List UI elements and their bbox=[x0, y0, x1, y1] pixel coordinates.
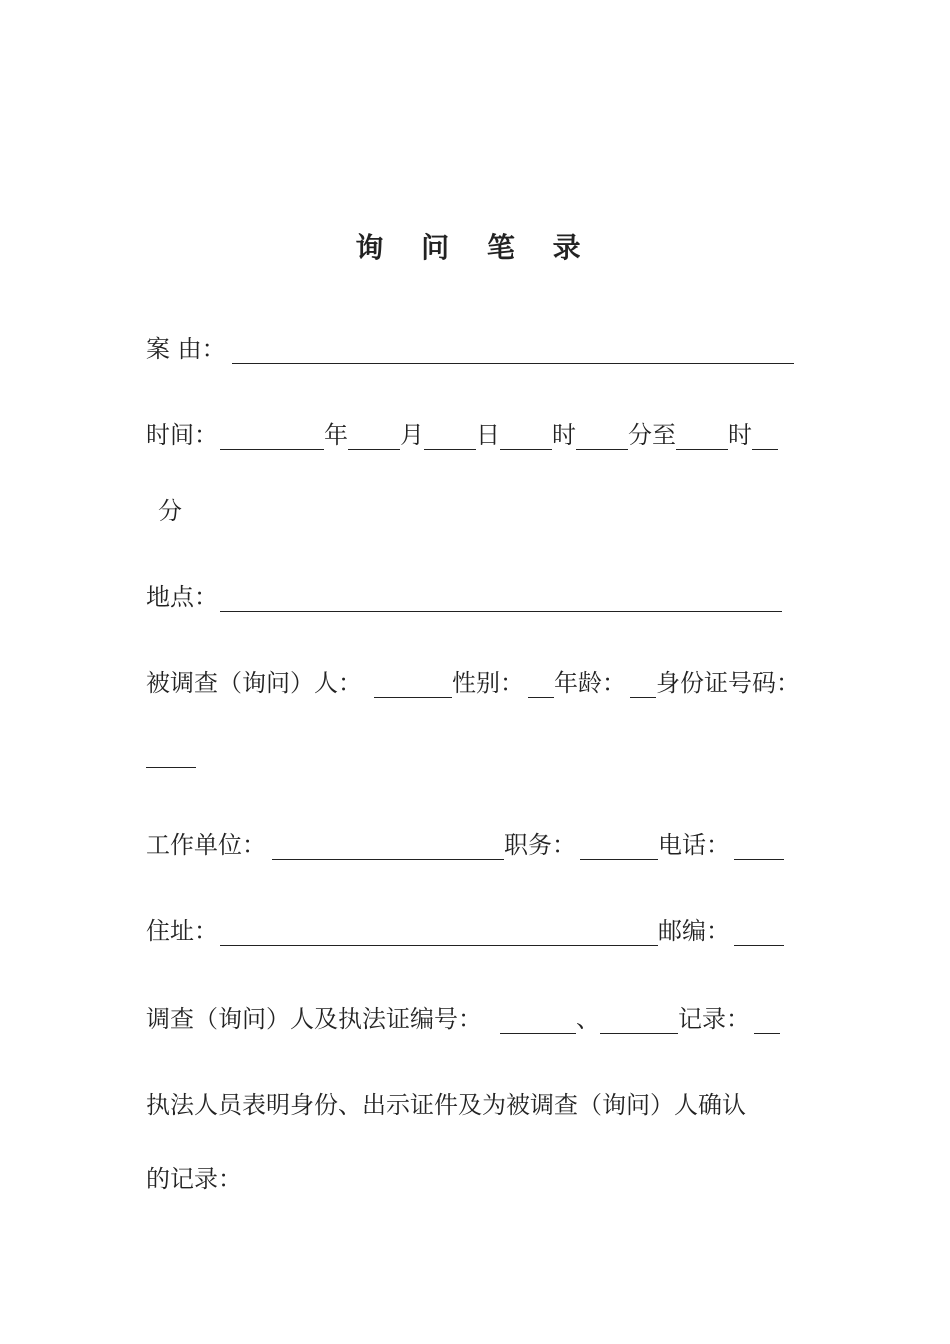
address-label: 住址： bbox=[146, 917, 218, 945]
address-postcode-label: 邮编： bbox=[658, 917, 730, 945]
case-blank[interactable] bbox=[232, 362, 794, 364]
time-minute2-blank[interactable] bbox=[752, 448, 778, 450]
work-position-blank[interactable] bbox=[580, 858, 658, 860]
place-label: 地点： bbox=[146, 583, 218, 611]
time-hour-label: 时 bbox=[552, 421, 576, 449]
investigator-blank-1[interactable] bbox=[500, 1032, 576, 1034]
investigator-row bbox=[146, 1002, 780, 1036]
work-phone-label: 电话： bbox=[658, 831, 730, 859]
person-name-blank[interactable] bbox=[374, 696, 452, 698]
person-id-blank[interactable] bbox=[146, 766, 196, 768]
address-blank[interactable] bbox=[220, 944, 658, 946]
work-phone-blank[interactable] bbox=[734, 858, 784, 860]
address-postcode-blank[interactable] bbox=[734, 944, 784, 946]
person-age-blank[interactable] bbox=[630, 696, 656, 698]
investigator-label: 调查（询问）人及执法证编号： bbox=[146, 1005, 482, 1033]
time-month-label: 月 bbox=[400, 421, 424, 449]
investigator-record-label: 记录： bbox=[678, 1005, 750, 1033]
time-hour2-blank[interactable] bbox=[676, 448, 728, 450]
time-hour2-label: 时 bbox=[728, 421, 752, 449]
work-position-label: 职务： bbox=[504, 831, 576, 859]
statement-text-2: 的记录： bbox=[146, 1165, 242, 1193]
time-label: 时间： bbox=[146, 421, 218, 449]
time-year-label: 年 bbox=[324, 421, 348, 449]
statement-line-2 bbox=[146, 1162, 242, 1196]
work-row bbox=[146, 828, 784, 862]
time-minute-label: 分 bbox=[158, 497, 182, 525]
person-gender-label: 性别： bbox=[452, 669, 524, 697]
time-minute-to-label: 分至 bbox=[628, 421, 676, 449]
person-row-continued bbox=[146, 736, 196, 770]
time-row-continued bbox=[158, 494, 182, 528]
investigator-record-blank[interactable] bbox=[754, 1032, 780, 1034]
person-id-label: 身份证号码： bbox=[656, 669, 800, 697]
time-row bbox=[146, 418, 778, 452]
statement-line-1 bbox=[146, 1088, 746, 1122]
time-hour-blank[interactable] bbox=[500, 448, 552, 450]
case-row bbox=[146, 332, 794, 366]
statement-text-1: 执法人员表明身份、出示证件及为被调查（询问）人确认 bbox=[146, 1091, 746, 1119]
case-label: 案 由： bbox=[146, 335, 226, 363]
work-unit-blank[interactable] bbox=[272, 858, 504, 860]
time-day-blank[interactable] bbox=[424, 448, 476, 450]
address-row bbox=[146, 914, 784, 948]
investigator-blank-2[interactable] bbox=[600, 1032, 678, 1034]
time-day-label: 日 bbox=[476, 421, 500, 449]
person-row bbox=[146, 666, 800, 700]
work-label: 工作单位： bbox=[146, 831, 266, 859]
person-age-label: 年龄： bbox=[554, 669, 626, 697]
place-blank[interactable] bbox=[220, 610, 782, 612]
time-minute-blank[interactable] bbox=[576, 448, 628, 450]
place-row bbox=[146, 580, 782, 614]
person-gender-blank[interactable] bbox=[528, 696, 554, 698]
time-year-blank[interactable] bbox=[220, 448, 324, 450]
person-label: 被调查（询问）人： bbox=[146, 669, 362, 697]
time-month-blank[interactable] bbox=[348, 448, 400, 450]
investigator-separator: 、 bbox=[576, 1005, 600, 1033]
document-title: 询 问 笔 录 bbox=[355, 231, 595, 264]
